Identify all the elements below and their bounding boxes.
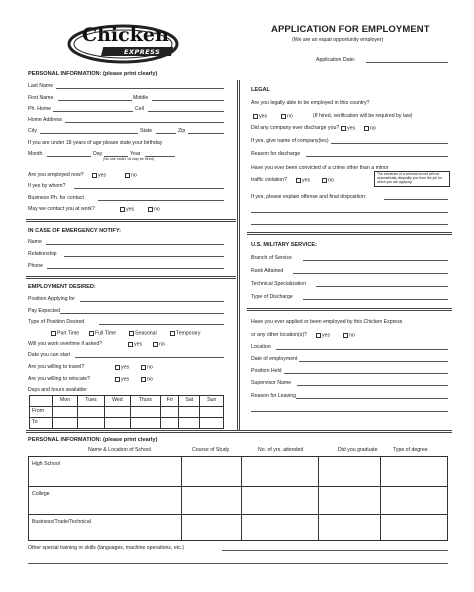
position-type-field[interactable] <box>99 324 224 325</box>
prev-reason-label: Reason for Leaving <box>251 393 296 399</box>
previously-employed-label-1: Have you ever applied or been employed by this Chicken Express <box>251 319 403 325</box>
business-phone-field[interactable] <box>98 200 224 201</box>
overtime-no[interactable]: no <box>153 342 165 348</box>
discharged-no[interactable]: no <box>364 126 376 132</box>
education-row-label: Business/Trade/Technical <box>29 515 182 541</box>
verification-note: (If hired, verification will be required by law) <box>313 113 413 119</box>
prev-supervisor-label: Supervisor Name <box>251 380 292 386</box>
prev-position-label: Position Held <box>251 368 282 374</box>
prev-date-field[interactable] <box>299 361 448 362</box>
availability-cell[interactable] <box>104 418 130 429</box>
temporary-checkbox[interactable] <box>170 331 175 336</box>
contact-at-work-no[interactable]: no <box>148 207 160 213</box>
day-header: Sat <box>179 396 200 407</box>
education-row-label: College <box>29 487 182 515</box>
employment-desired-heading: EMPLOYMENT DESIRED: <box>28 284 96 290</box>
degree-col-header: Type of degree <box>393 447 428 453</box>
state-field[interactable] <box>156 133 176 134</box>
legally-able-label: Are you legally able to be employed in this country? <box>251 100 370 106</box>
application-date-field[interactable] <box>366 62 448 63</box>
no-checkbox[interactable] <box>148 207 153 212</box>
day-header: Sun <box>200 396 224 407</box>
seasonal-option[interactable]: Seasonal <box>129 331 157 337</box>
availability-header-row <box>30 396 224 407</box>
full-time-option[interactable]: Full Time <box>89 331 116 337</box>
availability-corner-cell <box>30 396 53 407</box>
home-phone-field[interactable] <box>53 111 133 112</box>
under-18-note: (No one under 18 may be hired) <box>103 157 154 161</box>
day-header: Wed <box>104 396 130 407</box>
rank-field[interactable] <box>293 273 448 274</box>
middle-name-field[interactable] <box>152 100 224 101</box>
contact-at-work-yes[interactable]: yes <box>120 207 134 213</box>
legally-able-no[interactable]: no <box>281 114 293 120</box>
emergency-relationship-field[interactable] <box>64 256 224 257</box>
course-col-header: Course of Study <box>192 447 230 453</box>
discharge-company-field[interactable] <box>331 143 448 144</box>
availability-cell[interactable] <box>130 418 160 429</box>
home-address-label: Home Address <box>28 117 63 123</box>
relocate-yes[interactable]: yes <box>115 377 129 383</box>
yes-checkbox[interactable] <box>120 207 125 212</box>
first-name-label: First Name <box>28 95 54 101</box>
prev-position-field[interactable] <box>284 373 448 374</box>
previously-employed-no[interactable]: no <box>343 333 355 339</box>
special-training-field-2[interactable] <box>28 563 448 564</box>
availability-cell[interactable] <box>179 418 200 429</box>
middle-name-label: Middle <box>133 95 149 101</box>
education-row <box>29 457 448 487</box>
education-cell[interactable] <box>182 515 242 541</box>
conviction-yes[interactable]: yes <box>296 178 310 184</box>
availability-cell[interactable] <box>179 407 200 418</box>
prev-reason-field-2[interactable] <box>251 411 448 412</box>
part-time-checkbox[interactable] <box>51 331 56 336</box>
logo-sub-text: EXPRESS <box>124 48 161 56</box>
no-checkbox[interactable] <box>281 114 286 119</box>
contact-at-work-label: May we contact you at work? <box>28 206 95 212</box>
availability-cell[interactable] <box>77 407 104 418</box>
home-phone-label: Ph. Home <box>28 106 52 112</box>
from-label: From <box>30 407 53 418</box>
branch-field[interactable] <box>303 260 448 261</box>
education-cell[interactable] <box>381 457 448 487</box>
no-checkbox[interactable] <box>343 333 348 338</box>
prev-reason-field[interactable] <box>296 398 448 399</box>
employed-now-yes[interactable]: yes <box>92 173 106 179</box>
yes-checkbox[interactable] <box>316 333 321 338</box>
position-type-label: Type of Position Desired <box>28 319 85 325</box>
availability-cell[interactable] <box>160 407 178 418</box>
start-date-field[interactable] <box>75 357 224 358</box>
day-header: Mon <box>53 396 78 407</box>
previously-employed-label-2: or any other location(s)? <box>251 332 307 338</box>
discharge-reason-label: Reason for discharge <box>251 151 301 157</box>
conviction-label-line2: traffic violation? <box>251 177 287 183</box>
company-logo <box>66 22 184 66</box>
state-label: State <box>140 128 153 134</box>
availability-cell[interactable] <box>200 418 224 429</box>
education-cell[interactable] <box>319 515 381 541</box>
criminal-record-note: The existence of a criminal record will not automatically disqualify you from the job for which you are applying. <box>374 171 450 187</box>
zip-field[interactable] <box>188 133 224 134</box>
relocate-no[interactable]: no <box>141 377 153 383</box>
discharge-reason-field[interactable] <box>306 156 448 157</box>
availability-from-row <box>30 407 224 418</box>
rank-label: Rank Attained <box>251 268 284 274</box>
tech-specialization-field[interactable] <box>316 286 448 287</box>
no-checkbox[interactable] <box>141 377 146 382</box>
education-cell[interactable] <box>319 457 381 487</box>
education-cell[interactable] <box>381 487 448 515</box>
no-checkbox[interactable] <box>153 342 158 347</box>
education-cell[interactable] <box>242 515 319 541</box>
home-address-field[interactable] <box>65 122 224 123</box>
section-divider <box>26 430 452 433</box>
travel-no[interactable]: no <box>141 365 153 371</box>
prev-supervisor-field[interactable] <box>297 385 448 386</box>
employed-now-no[interactable]: no <box>125 173 137 179</box>
yes-checkbox[interactable] <box>128 342 133 347</box>
emergency-phone-field[interactable] <box>47 268 224 269</box>
section-divider <box>247 308 452 311</box>
day-header: Fri <box>160 396 178 407</box>
no-checkbox[interactable] <box>364 126 369 131</box>
first-name-field[interactable] <box>58 100 132 101</box>
discharged-label: Did any company ever discharge you? <box>251 125 340 131</box>
availability-cell[interactable] <box>77 418 104 429</box>
availability-cell[interactable] <box>104 407 130 418</box>
overtime-yes[interactable]: yes <box>128 342 142 348</box>
days-hours-label: Days and hours available: <box>28 387 88 393</box>
education-cell[interactable] <box>381 515 448 541</box>
yes-checkbox[interactable] <box>253 114 258 119</box>
part-time-option[interactable]: Part Time <box>51 331 79 337</box>
no-checkbox[interactable] <box>125 173 130 178</box>
cell-phone-label: Cell <box>135 106 144 112</box>
birth-month-field[interactable] <box>47 156 91 157</box>
column-divider <box>237 80 240 430</box>
zip-label: Zip <box>178 128 186 134</box>
emergency-heading: IN CASE OF EMERGENCY NOTIFY: <box>28 228 122 234</box>
availability-cell[interactable] <box>53 418 78 429</box>
pay-expected-label: Pay Expected <box>28 308 61 314</box>
education-row-label: High School <box>29 457 182 487</box>
prev-date-label: Date of employment <box>251 356 298 362</box>
day-header: Tues <box>77 396 104 407</box>
form-title: APPLICATION FOR EMPLOYMENT <box>271 24 430 35</box>
employed-by-label: If yes by whom? <box>28 183 66 189</box>
full-time-checkbox[interactable] <box>89 331 94 336</box>
graduate-col-header: Did you graduate <box>338 447 378 453</box>
availability-cell[interactable] <box>130 407 160 418</box>
birth-day-label: Day <box>93 151 103 157</box>
personal-info-heading: PERSONAL INFORMATION: (please print clearly) <box>28 71 158 77</box>
availability-table <box>29 395 224 429</box>
start-date-label: Date you can start <box>28 352 71 358</box>
education-cell[interactable] <box>182 457 242 487</box>
seasonal-checkbox[interactable] <box>129 331 134 336</box>
day-header: Thurs <box>130 396 160 407</box>
yes-checkbox[interactable] <box>115 365 120 370</box>
education-cell[interactable] <box>319 487 381 515</box>
discharged-yes[interactable]: yes <box>341 126 355 132</box>
no-checkbox[interactable] <box>322 178 327 183</box>
availability-cell[interactable] <box>160 418 178 429</box>
emergency-relationship-label: Relationship <box>28 251 57 257</box>
conviction-no[interactable]: no <box>322 178 334 184</box>
legal-heading: LEGAL <box>251 87 270 93</box>
military-heading: U.S. MILITARY SERVICE: <box>251 242 317 248</box>
last-name-field[interactable] <box>56 88 224 89</box>
to-label: To <box>30 418 53 429</box>
birth-year-label: Year <box>130 151 141 157</box>
education-row <box>29 515 448 541</box>
previously-employed-yes[interactable]: yes <box>316 333 330 339</box>
special-training-label: Other special training or skills (languages, machine operations, etc.) <box>28 545 184 551</box>
yes-checkbox[interactable] <box>92 173 97 178</box>
emergency-name-field[interactable] <box>46 244 224 245</box>
overtime-label: Will you work overtime if asked? <box>28 341 103 347</box>
form-subtitle: (We are an equal opportunity employer) <box>292 37 384 43</box>
logo-main-text: Chicken <box>82 24 169 46</box>
availability-cell[interactable] <box>200 407 224 418</box>
cell-phone-field[interactable] <box>148 111 224 112</box>
yes-checkbox[interactable] <box>296 178 301 183</box>
offense-explain-label: If yes, please explain offense and final disposition: <box>251 194 367 200</box>
birth-month-label: Month <box>28 151 43 157</box>
travel-yes[interactable]: yes <box>115 365 129 371</box>
emergency-name-label: Name <box>28 239 42 245</box>
section-divider <box>247 232 452 235</box>
school-name-col-header: Name & Location of School <box>88 447 151 453</box>
under-18-label: If you are under 18 years of age please state your birthday <box>28 140 163 146</box>
education-cell[interactable] <box>182 487 242 515</box>
travel-label: Are you willing to travel? <box>28 364 85 370</box>
emergency-phone-label: Phone <box>28 263 44 269</box>
prev-location-label: Location <box>251 344 271 350</box>
employed-now-label: Are you employed now? <box>28 172 84 178</box>
offense-explain-field-2[interactable] <box>251 212 448 213</box>
yes-checkbox[interactable] <box>341 126 346 131</box>
special-training-field[interactable] <box>222 550 448 551</box>
temporary-option[interactable]: Temporary <box>170 331 201 337</box>
offense-explain-field-3[interactable] <box>251 224 448 225</box>
legally-able-yes[interactable]: yes <box>253 114 267 120</box>
education-heading: PERSONAL INFORMATION: (please print clearly) <box>28 437 158 443</box>
years-col-header: No. of yrs. attended <box>258 447 304 453</box>
education-cell[interactable] <box>242 457 319 487</box>
yes-checkbox[interactable] <box>115 377 120 382</box>
city-field[interactable] <box>40 133 138 134</box>
availability-cell[interactable] <box>53 407 78 418</box>
section-divider <box>26 276 236 279</box>
position-label: Position Applying for <box>28 296 76 302</box>
branch-label: Branch of Service <box>251 255 292 261</box>
discharge-company-label: If yes, give name of company(ies) <box>251 138 329 144</box>
relocate-label: Are you willing to relocate? <box>28 376 90 382</box>
pay-expected-field[interactable] <box>60 313 224 314</box>
education-table <box>28 456 448 541</box>
business-phone-label: Business Ph. for contact <box>28 195 84 201</box>
position-field[interactable] <box>80 301 224 302</box>
section-divider <box>26 219 236 222</box>
tech-specialization-label: Technical Specialization <box>251 281 307 287</box>
discharge-type-field[interactable] <box>303 299 448 300</box>
application-date-label: Application Date: <box>316 57 356 63</box>
prev-location-field[interactable] <box>276 349 448 350</box>
last-name-label: Last Name <box>28 83 54 89</box>
offense-explain-field[interactable] <box>384 199 448 200</box>
conviction-label-line1: Have you ever been convicted of a crime other than a minor <box>251 165 389 171</box>
availability-to-row <box>30 418 224 429</box>
employed-by-field[interactable] <box>74 188 224 189</box>
education-row <box>29 487 448 515</box>
discharge-type-label: Type of Discharge <box>251 294 293 300</box>
education-cell[interactable] <box>242 487 319 515</box>
no-checkbox[interactable] <box>141 365 146 370</box>
city-label: City <box>28 128 37 134</box>
